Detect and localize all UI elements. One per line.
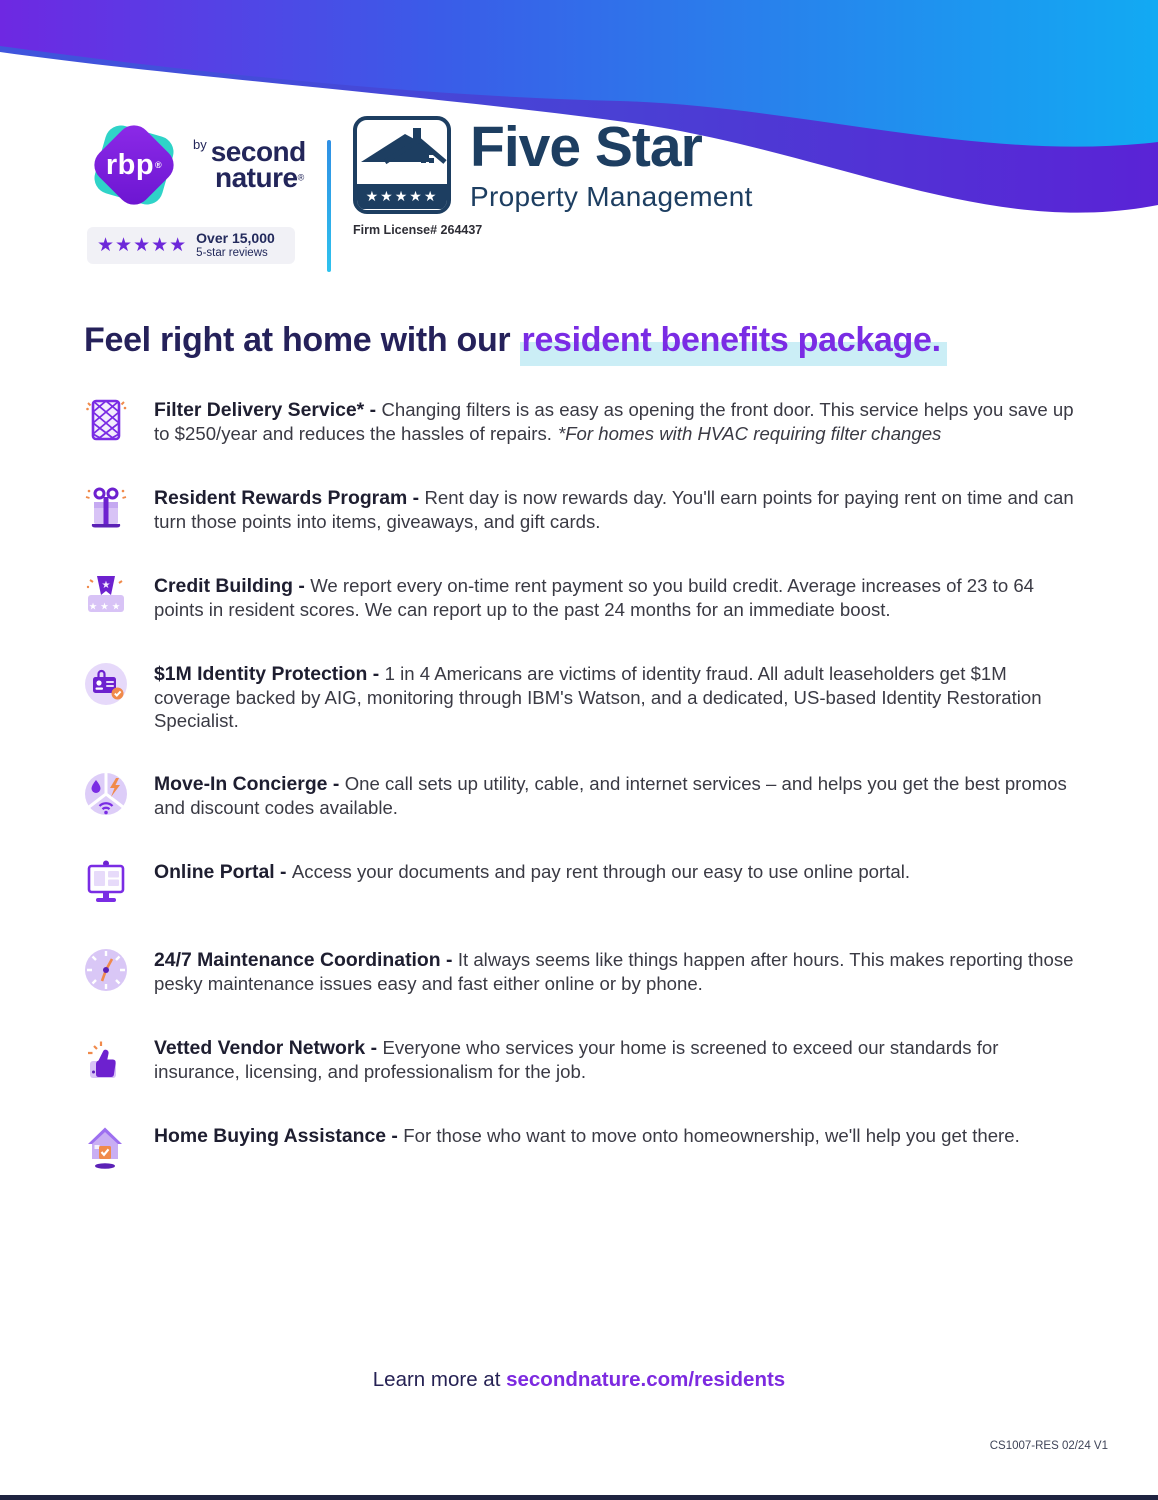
firm-license: Firm License# 264437 bbox=[353, 223, 483, 237]
rbp-logo bbox=[85, 116, 183, 214]
air-filter-icon bbox=[82, 396, 130, 444]
highlighted-title-text: resident benefits package. bbox=[520, 319, 947, 366]
house-check-icon bbox=[82, 1122, 130, 1170]
five-star-logo-badge bbox=[353, 116, 451, 214]
reviews-caption: 5-star reviews bbox=[196, 246, 268, 259]
rbp-logo-text: rbp ® bbox=[105, 148, 163, 181]
document-code: CS1007-RES 02/24 V1 bbox=[989, 1440, 1108, 1452]
list-item-resident-rewards: Resident Rewards Program - Rent day is now rewards day. You'll earn points for paying rent on time and can turn those points into items, giveaways, and gift cards. bbox=[82, 486, 1080, 534]
company-brand-block bbox=[353, 116, 753, 237]
reviews-count: Over 15,000 bbox=[196, 230, 275, 247]
clock-icon bbox=[82, 946, 130, 994]
benefit-note: *For homes with HVAC requiring filter changes bbox=[557, 423, 942, 445]
footer-learn-more: Learn more at secondnature.com/residents bbox=[372, 1368, 786, 1391]
reviews-badge bbox=[87, 227, 295, 264]
list-item-home-buying: Home Buying Assistance - For those who want to move onto homeownership, we'll help you get there. bbox=[82, 1124, 1080, 1172]
benefits-list bbox=[82, 398, 1080, 1212]
company-subtitle: Property Management bbox=[470, 181, 753, 212]
list-item-filter-delivery: Filter Delivery Service* - Changing filters is as easy as opening the front door. This service helps you save up to $250/year and reduces the hassles of repairs. *For homes with HVAC requiring filter changes bbox=[82, 398, 1080, 446]
thumbs-up-icon bbox=[82, 1034, 130, 1082]
page-title: Feel right at home with our resident benefits package. bbox=[84, 321, 947, 360]
credit-score-icon bbox=[82, 572, 130, 620]
badge-stars: ★★★★★ bbox=[357, 184, 447, 209]
second-nature-wordmark: $^{by}$ second nature® bbox=[193, 136, 306, 193]
bottom-edge-bar bbox=[0, 1495, 1158, 1500]
list-item-maintenance: 24/7 Maintenance Coordination - It always seems like things happen after hours. This makes reporting those pesky maintenance issues easy and fast either online or by phone. bbox=[82, 948, 1080, 996]
list-item-online-portal: Online Portal - Access your documents and pay rent through our easy to use online portal. bbox=[82, 860, 1080, 908]
list-item-identity-protection: $1M Identity Protection - 1 in 4 Americans are victims of identity fraud. All adult leaseholders get $1M coverage backed by AIG, monitoring through IBM's Watson, and a dedicated, US-based Identity Restoration Specialist. bbox=[82, 662, 1080, 732]
footer-link[interactable]: secondnature.com/residents bbox=[506, 1368, 786, 1391]
by-label: by bbox=[193, 137, 207, 152]
list-item-credit-building: ★ ★★★ Credit Building - We report every on-time rent payment so you build credit. Average increases of 23 to 64 points in resident scores. We can report up to the past 24 months for an immediate boost. bbox=[82, 574, 1080, 622]
svg-text:★: ★ bbox=[101, 580, 111, 591]
identity-shield-icon bbox=[82, 660, 130, 708]
gift-icon bbox=[82, 484, 130, 532]
list-item-move-in-concierge: Move-In Concierge - One call sets up utility, cable, and internet services – and helps you get the best promos and discount codes available. bbox=[82, 772, 1080, 820]
company-name: Five Star bbox=[470, 115, 702, 179]
five-stars-icon: ★★★★★ bbox=[97, 235, 188, 256]
rbp-brand-block bbox=[85, 116, 307, 264]
brand-row bbox=[85, 116, 753, 272]
online-portal-monitor-icon bbox=[82, 858, 130, 906]
svg-text:★★★: ★★★ bbox=[88, 601, 124, 613]
vertical-divider bbox=[327, 140, 331, 272]
house-icon bbox=[357, 120, 447, 184]
utilities-icon bbox=[82, 770, 130, 818]
list-item-vetted-vendors: Vetted Vendor Network - Everyone who services your home is screened to exceed our standards for insurance, licensing, and professionalism for the job. bbox=[82, 1036, 1080, 1084]
